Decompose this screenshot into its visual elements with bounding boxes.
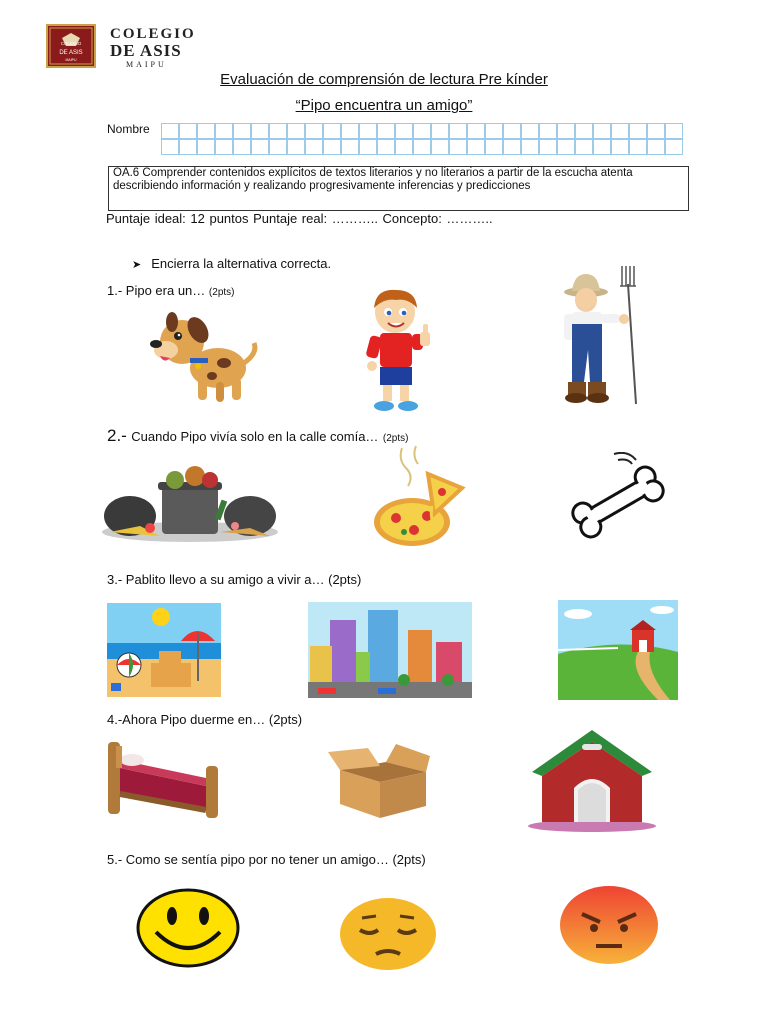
name-grid-cell[interactable] [180,124,197,139]
name-grid-cell[interactable] [630,140,647,155]
name-grid-cell[interactable] [666,140,683,155]
school-shield-icon [46,24,96,68]
name-grid-cell[interactable] [162,124,179,139]
name-grid-cell[interactable] [522,124,539,139]
city-icon[interactable] [308,602,472,698]
name-grid-cell[interactable] [270,124,287,139]
story-title: “Pipo encuentra un amigo” [295,97,473,114]
shield-text-3: MAIPU [65,58,77,62]
name-label: Nombre [107,122,150,136]
question-2-number: 2.- [107,426,127,445]
name-grid-cell[interactable] [216,124,233,139]
question-4-text: Ahora Pipo duerme en… (2pts) [122,712,303,727]
cardboard-box-icon[interactable] [326,742,432,820]
beach-icon[interactable] [107,603,221,697]
question-1-points: (2pts) [208,287,235,298]
name-grid-cell[interactable] [576,124,593,139]
dog-icon[interactable] [146,308,260,406]
name-grid-cell[interactable] [342,140,359,155]
doghouse-icon[interactable] [522,726,662,836]
name-grid-cell[interactable] [540,124,557,139]
name-grid-cell[interactable] [432,140,449,155]
instruction-text: Encierra la alternativa correcta. [151,256,332,271]
name-grid-cell[interactable] [648,140,665,155]
name-grid-cell[interactable] [576,140,593,155]
name-grid-cell[interactable] [504,140,521,155]
happy-face-icon[interactable] [136,888,240,968]
question-2-points: (2pts) [382,433,409,444]
school-name [110,26,196,69]
name-grid-cell[interactable] [450,124,467,139]
name-grid-cell[interactable] [594,124,611,139]
name-grid-cell[interactable] [558,140,575,155]
question-5-text: Como se sentía pipo por no tener un amigo… (2pts) [125,852,426,867]
instruction [132,256,331,271]
name-grid-cell[interactable] [450,140,467,155]
sad-face-icon[interactable] [338,896,438,972]
name-grid-cell[interactable] [486,140,503,155]
name-grid-cell[interactable] [252,124,269,139]
school-name-line3: MAIPU [126,60,167,69]
question-4 [107,712,302,727]
name-writing-grid[interactable] [161,123,683,155]
name-grid-cell[interactable] [306,140,323,155]
shield-text-2: DE ASIS [59,50,83,56]
question-3-text: Pablito llevo a su amigo a vivir a… (2pts) [125,572,362,587]
name-grid-cell[interactable] [486,124,503,139]
name-grid-cell[interactable] [360,140,377,155]
garbage-pile-icon[interactable] [100,466,280,546]
question-3 [107,572,361,587]
question-1 [107,283,234,298]
question-1-text: Pipo era un… [125,283,206,298]
bone-icon[interactable] [566,452,670,552]
name-grid-cell[interactable] [252,140,269,155]
name-grid-cell[interactable] [198,124,215,139]
name-grid-cell[interactable] [522,140,539,155]
name-grid-cell[interactable] [468,140,485,155]
farmer-icon[interactable] [558,262,644,406]
name-grid-cell[interactable] [180,140,197,155]
name-grid-cell[interactable] [504,124,521,139]
name-grid-cell[interactable] [216,140,233,155]
name-grid-cell[interactable] [234,124,251,139]
question-5-number: 5.- [107,852,123,867]
name-grid-cell[interactable] [414,124,431,139]
boy-icon[interactable] [362,288,440,418]
name-grid-cell[interactable] [288,140,305,155]
name-grid-cell[interactable] [432,124,449,139]
name-grid-cell[interactable] [324,124,341,139]
question-4-number: 4.- [107,712,123,727]
school-name-line1: COLEGIO [110,26,196,42]
arrow-bullet-icon: ➤ [132,259,142,271]
name-grid-cell[interactable] [648,124,665,139]
name-grid-cell[interactable] [396,140,413,155]
question-5 [107,852,426,867]
pizza-icon[interactable] [372,444,466,548]
bed-icon[interactable] [106,738,222,822]
name-grid-cell[interactable] [378,124,395,139]
shield-text-1: COLEGIO [60,41,82,46]
name-grid-cell[interactable] [162,140,179,155]
name-grid-cell[interactable] [558,124,575,139]
name-grid-cell[interactable] [414,140,431,155]
name-grid-cell[interactable] [198,140,215,155]
page-title: Evaluación de comprensión de lectura Pre kínder [220,71,548,88]
angry-face-icon[interactable] [558,884,660,966]
name-grid-cell[interactable] [324,140,341,155]
question-2 [107,426,408,446]
question-1-number: 1.- [107,283,123,298]
farm-countryside-icon[interactable] [558,600,678,700]
name-grid-cell[interactable] [612,140,629,155]
name-grid-cell[interactable] [360,124,377,139]
name-grid-cell[interactable] [396,124,413,139]
score-line: Puntaje ideal: 12 puntos Puntaje real: ……….. Concepto: ……….. [106,211,493,226]
name-grid-cell[interactable] [342,124,359,139]
name-grid-cell[interactable] [594,140,611,155]
question-3-number: 3.- [107,572,123,587]
question-2-text: Cuando Pipo vivía solo en la calle comía… [131,429,379,444]
name-grid-cell[interactable] [540,140,557,155]
name-grid-cell[interactable] [288,124,305,139]
name-grid-cell[interactable] [378,140,395,155]
name-grid-cell[interactable] [468,124,485,139]
name-grid-cell[interactable] [612,124,629,139]
name-grid-cell[interactable] [666,124,683,139]
name-grid-cell[interactable] [270,140,287,155]
name-grid-cell[interactable] [630,124,647,139]
name-grid-cell[interactable] [306,124,323,139]
learning-objective: OA.6 Comprender contenidos explícitos de textos literarios y no literarios a partir de la escucha atenta describiendo información y realizando progresivamente inferencias y predicciones [108,166,689,211]
name-grid-cell[interactable] [234,140,251,155]
school-name-line2: DE ASIS [110,41,182,60]
